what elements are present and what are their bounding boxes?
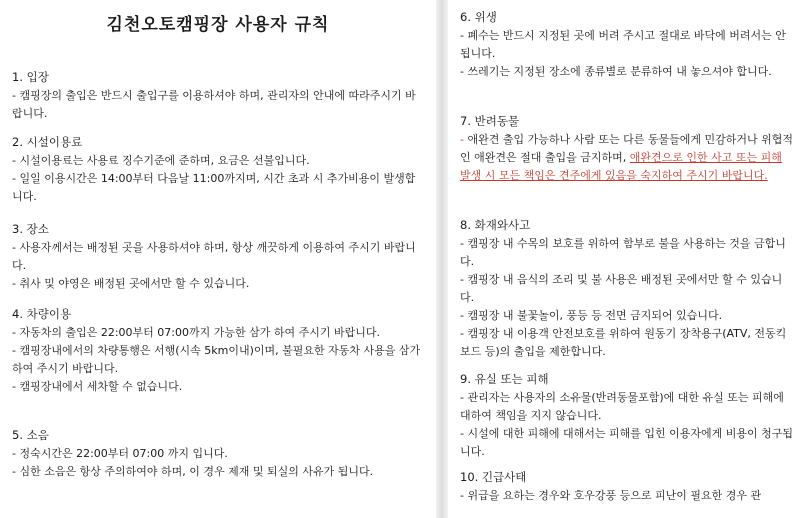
rule-item: - 취사 및 야영은 배정된 곳에서만 할 수 있습니다. <box>12 277 250 290</box>
rule-item: - 캠핑장 내 음식의 조리 및 불 사용은 배정된 곳에서만 할 수 있습니다. <box>460 273 783 304</box>
rule-item: - 캠핑장내에서의 차량통행은 서행(시속 5km이내)이며, 불필요한 자동차 사용을 삼가 하여 주시기 바랍니다. <box>12 344 421 375</box>
page-title: 김천오토캠핑장 사용자 규칙 <box>106 15 330 35</box>
rule-item: - 일일 이용시간은 14:00부터 다음날 11:00까지며, 시간 초과 시 추가비용이 발생합니다. <box>12 172 416 203</box>
section-entry <box>12 70 422 123</box>
rule-item: - 캠핑장 내 이용객 안전보호를 위하여 원동기 장착용구(ATV, 전동킥보드 등)의 출입을 제한합니다. <box>460 327 787 358</box>
section-hygiene <box>460 10 795 81</box>
section-heading: 5. 소음 <box>12 428 49 442</box>
rule-item: - 심한 소음은 항상 주의하여야 하며, 이 경우 제재 및 퇴실의 사유가 됩니다. <box>12 465 374 478</box>
section-fire-accidents <box>460 218 795 361</box>
section-heading: 4. 차량이용 <box>12 307 72 321</box>
rule-item: - 시설이용료는 사용료 징수기준에 준하며, 요금은 선불입니다. <box>12 154 310 167</box>
rule-item: - 시설에 대한 피해에 대해서는 피해를 입힌 이용자에게 비용이 청구됩니다. <box>460 427 793 458</box>
rule-item <box>460 131 795 185</box>
rule-item: - 위급을 요하는 경우와 호우강풍 등으로 피난이 필요한 경우 관 <box>460 489 762 502</box>
section-emergency <box>460 470 795 505</box>
section-heading: 7. 반려동물 <box>460 114 520 128</box>
section-loss-damage <box>460 372 795 461</box>
rule-item: - 캠핑장의 출입은 반드시 출입구를 이용하셔야 하며, 관리자의 안내에 따라주시기 바랍니다. <box>12 89 416 120</box>
rule-item: - 캠핑장내에서 세차할 수 없습니다. <box>12 380 183 393</box>
section-heading: 10. 긴급사태 <box>460 470 527 484</box>
section-pets <box>460 114 795 185</box>
rule-item: - 정숙시간은 22:00부터 07:00 까지 입니다. <box>12 447 228 460</box>
rule-item: - 쓰레기는 지정된 장소에 종류별로 분류하여 내 놓으셔야 합니다. <box>460 65 772 78</box>
rule-item: - 관리자는 사용자의 소유물(반려동물포함)에 대한 유실 또는 피해에 대하여 책임을 지지 않습니다. <box>460 391 784 422</box>
section-noise <box>12 428 422 481</box>
section-site <box>12 222 422 293</box>
rule-item: - 캠핑장 내 불꽃놀이, 풍등 등 전면 금지되어 있습니다. <box>460 309 723 322</box>
section-heading: 3. 장소 <box>12 222 49 236</box>
section-heading: 2. 시설이용료 <box>12 135 83 149</box>
rule-item: - 사용자께서는 배정된 곳을 사용하셔야 하며, 항상 깨끗하게 이용하여 주시기 바랍니다. <box>12 241 416 272</box>
section-vehicles <box>12 307 422 396</box>
section-heading: 9. 유실 또는 피해 <box>460 372 549 386</box>
pet-rule-text: 애완견 출입 가능하나 사람 또는 다른 동물들에게 민감하거나 위협적인 애완견은 절대 출입을 금지하며, <box>460 133 793 164</box>
rule-item: - 캠핑장 내 수목의 보호를 위하여 함부로 불을 사용하는 것을 금합니다. <box>460 237 786 268</box>
rule-item: - 폐수는 반드시 지정된 곳에 버려 주시고 절대로 바닥에 버려서는 안 됩니다. <box>460 29 786 60</box>
section-heading: 8. 화재와사고 <box>460 218 531 232</box>
page-gutter <box>436 0 448 518</box>
pet-dash: - <box>460 133 464 146</box>
section-heading: 1. 입장 <box>12 70 49 84</box>
section-heading: 6. 위생 <box>460 10 497 24</box>
pet-rule-highlight: 애완견으로 인한 사고 또는 피해 발생 시 모든 책임은 견주에게 있음을 숙지하여 주시기 바랍니다. <box>460 151 782 182</box>
right-page <box>448 0 800 518</box>
rule-item: - 자동차의 출입은 22:00부터 07:00까지 가능한 삼가 하여 주시기 바랍니다. <box>12 326 380 339</box>
section-fees <box>12 135 422 206</box>
